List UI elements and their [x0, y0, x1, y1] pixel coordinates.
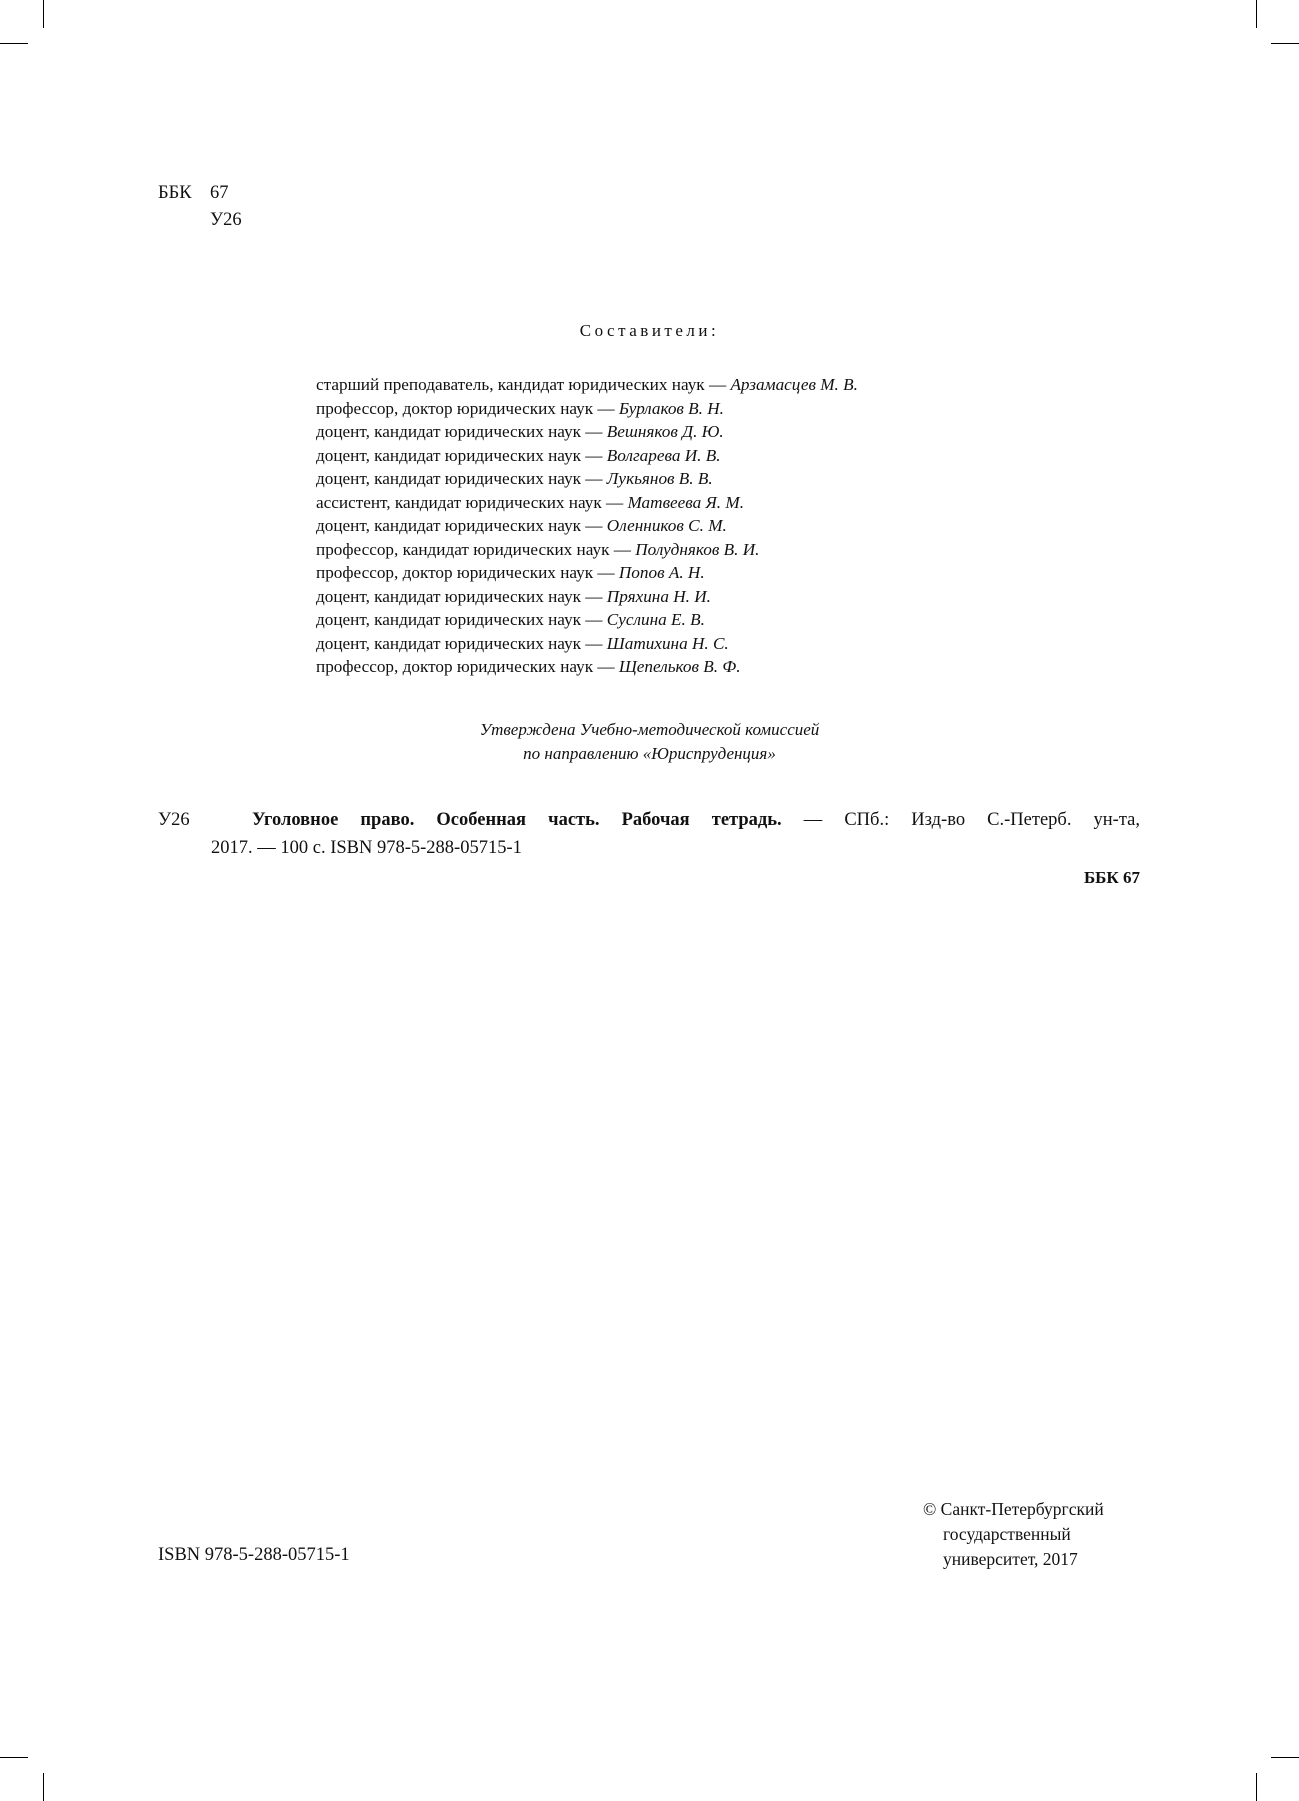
compiler-role: старший преподаватель, кандидат юридических наук — [316, 375, 731, 394]
compiler-role: ассистент, кандидат юридических наук — [316, 492, 628, 512]
compiler-role: профессор, кандидат юридических наук — [316, 539, 636, 559]
compiler-name: Шатихина Н. С. [606, 633, 729, 653]
crop-mark-top-right-horizontal [1271, 43, 1299, 44]
compiler-entry [316, 585, 858, 609]
compiler-entry [316, 632, 858, 656]
crop-mark-top-left-vertical [43, 0, 44, 28]
copyright-line-1: © Санкт-Петербургский [923, 1499, 1104, 1519]
copyright-line-3: университет, 2017 [943, 1549, 1078, 1569]
compilers-heading: Составители: [579, 321, 720, 340]
crop-mark-top-left-horizontal [0, 43, 28, 44]
compiler-name: Матвеева Я. М. [627, 492, 745, 512]
biblio-bbk: ББК 67 [1083, 868, 1140, 887]
bbk-code: 67 [210, 183, 229, 203]
compiler-role: доцент, кандидат юридических наук — [316, 633, 607, 653]
compiler-name: Волгарева И. В. [606, 445, 721, 465]
compiler-entry [316, 491, 858, 515]
compiler-name: Полудняков В. И. [635, 539, 760, 559]
compiler-name: Щепельков В. Ф. [618, 657, 741, 676]
compiler-entry [316, 420, 858, 444]
biblio-line-2: 2017. — 100 с. ISBN 978-5-288-05715-1 [211, 838, 522, 858]
compiler-entry [316, 444, 858, 468]
compiler-entry [316, 467, 858, 491]
compiler-name: Попов А. Н. [618, 563, 705, 582]
compiler-role: доцент, кандидат юридических наук — [316, 422, 607, 441]
compiler-entry [316, 514, 858, 538]
approval-note [0, 718, 1299, 765]
compilers-list [316, 373, 858, 679]
copyright-block [923, 1497, 1104, 1572]
approval-line-2: по направлению «Юриспруденция» [523, 743, 776, 763]
compiler-entry [316, 397, 858, 421]
compiler-name: Лукьянов В. В. [606, 469, 713, 488]
compiler-name: Вешняков Д. Ю. [606, 422, 724, 441]
bbk-classification-block [158, 180, 242, 234]
author-mark: У26 [210, 210, 242, 230]
compiler-entry [316, 538, 858, 562]
bbk-label: ББК [158, 183, 192, 203]
compiler-entry [316, 373, 858, 397]
compiler-name: Пряхина Н. И. [606, 586, 711, 606]
bibliographic-record [158, 806, 1140, 892]
compiler-entry [316, 608, 858, 632]
compiler-name: Бурлаков В. Н. [618, 398, 724, 418]
compiler-entry [316, 561, 858, 585]
compiler-role: профессор, доктор юридических наук — [316, 657, 619, 676]
crop-mark-bottom-right-horizontal [1271, 1757, 1299, 1758]
copyright-line-2: государственный [943, 1524, 1071, 1544]
compiler-role: доцент, кандидат юридических наук — [316, 610, 607, 629]
crop-mark-bottom-left-horizontal [0, 1757, 28, 1758]
crop-mark-bottom-right-vertical [1256, 1773, 1257, 1801]
biblio-imprint: — СПб.: Изд-во С.-Петерб. ун-та, [781, 810, 1140, 830]
compiler-role: доцент, кандидат юридических наук — [316, 445, 607, 465]
isbn: ISBN 978-5-288-05715-1 [158, 1545, 350, 1565]
compiler-role: профессор, доктор юридических наук — [316, 563, 619, 582]
approval-line-1: Утверждена Учебно-методической комиссией [479, 720, 820, 739]
compiler-role: доцент, кандидат юридических наук — [316, 586, 607, 606]
compiler-name: Суслина Е. В. [606, 610, 705, 629]
compiler-role: профессор, доктор юридических наук — [316, 398, 619, 418]
crop-mark-top-right-vertical [1256, 0, 1257, 28]
compiler-name: Оленников С. М. [606, 516, 727, 535]
biblio-line-1 [158, 806, 1140, 834]
biblio-title: Уголовное право. Особенная часть. Рабочая тетрадь. [252, 810, 782, 830]
compiler-entry [316, 655, 858, 679]
biblio-code: У26 [158, 810, 190, 830]
compiler-role: доцент, кандидат юридических наук — [316, 469, 607, 488]
crop-mark-bottom-left-vertical [43, 1773, 44, 1801]
compiler-name: Арзамасцев М. В. [730, 375, 858, 394]
compiler-role: доцент, кандидат юридических наук — [316, 516, 607, 535]
